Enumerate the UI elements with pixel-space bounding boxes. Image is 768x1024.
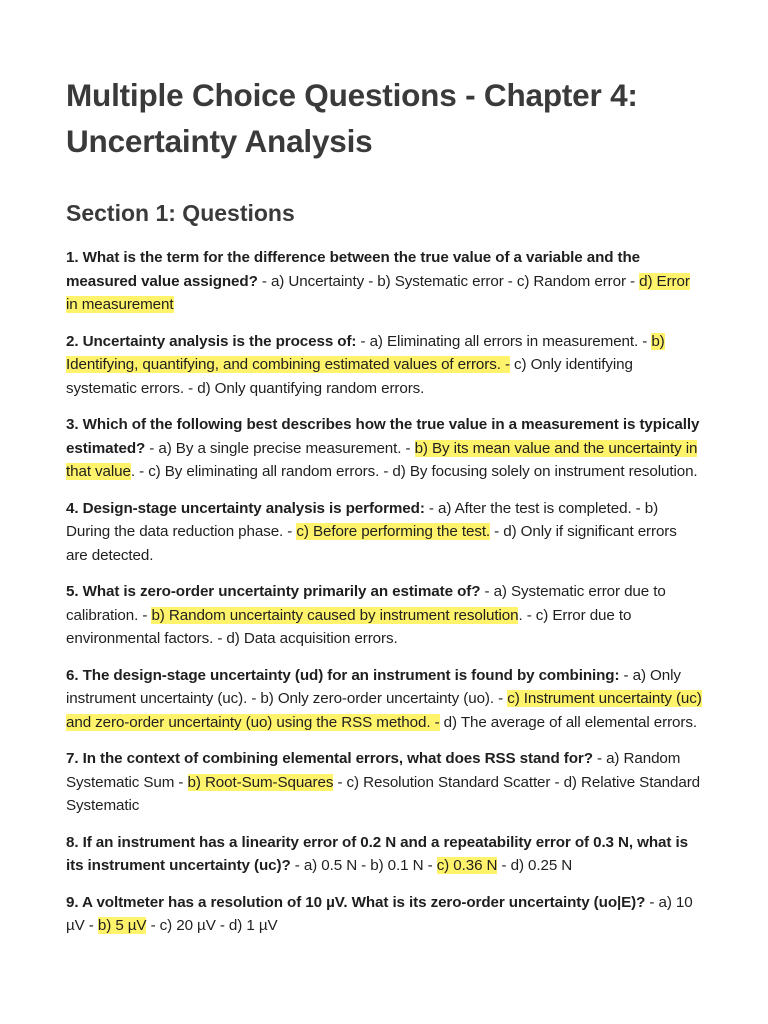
highlighted-answer: b) Identifying, quantifying, and combining estimated values of errors. - — [66, 332, 665, 373]
question-9 — [66, 891, 702, 938]
question-3 — [66, 413, 702, 484]
question-options-rest: c) Only identifying systematic errors. - d) Only quantifying random errors. — [66, 356, 633, 397]
question-6 — [66, 664, 702, 735]
question-options-rest: - d) 0.25 N — [497, 857, 573, 874]
question-stem: 9. A voltmeter has a resolution of 10 µV. What is its zero-order uncertainty (uo|E)? — [66, 893, 646, 911]
highlighted-answer: c) Instrument uncertainty (uc) and zero-order uncertainty (uo) using the RSS method. - — [66, 690, 702, 731]
question-stem: 6. The design-stage uncertainty (ud) for an instrument is found by combining: — [66, 666, 620, 684]
highlighted-answer: b) 5 µV — [97, 917, 147, 934]
question-stem: 1. What is the term for the difference between the true value of a variable and the measured value assigned? — [66, 249, 641, 290]
highlighted-answer: d) Error in measurement — [66, 272, 690, 313]
question-options-rest: . - c) Error due to environmental factors. - d) Data acquisition errors. — [66, 606, 632, 647]
question-options-rest: d) The average of all elemental errors. — [439, 713, 697, 731]
question-7 — [66, 747, 702, 818]
question-options: - a) Eliminating all errors in measurement. - — [356, 332, 652, 350]
question-options: - a) Uncertainty - b) Systematic error - c) Random error - — [257, 272, 640, 290]
highlighted-answer: c) 0.36 N — [436, 857, 498, 874]
question-stem: 4. Design-stage uncertainty analysis is performed: — [66, 499, 425, 517]
question-options: - a) Systematic error due to calibration. - — [66, 583, 666, 624]
question-8 — [66, 831, 702, 878]
question-options-rest: - c) 20 µV - d) 1 µV — [146, 917, 278, 934]
highlighted-answer: b) Root-Sum-Squares — [187, 773, 334, 791]
question-list — [66, 246, 702, 938]
section-heading: Section 1: Questions — [66, 200, 295, 226]
question-options: - a) Random Systematic Sum - — [66, 750, 681, 791]
question-stem: 2. Uncertainty analysis is the process of: — [66, 332, 357, 350]
question-options: - a) 0.5 N - b) 0.1 N - — [290, 857, 437, 874]
question-options-rest: . - c) By eliminating all random errors. - d) By focusing solely on instrument resolution. — [130, 463, 698, 480]
page-title: Multiple Choice Questions - Chapter 4: Uncertainty Analysis — [66, 77, 638, 159]
question-5 — [66, 580, 702, 651]
question-stem: 5. What is zero-order uncertainty primarily an estimate of? — [66, 583, 481, 600]
question-options: - a) 10 µV - — [66, 893, 693, 934]
question-options-rest: - c) Resolution Standard Scatter - d) Relative Standard Systematic — [66, 773, 701, 814]
question-options: - a) Only instrument uncertainty (uc). - b) Only zero-order uncertainty (uo). - — [66, 666, 681, 707]
question-stem: 7. In the context of combining elemental errors, what does RSS stand for? — [66, 750, 593, 767]
question-stem: 3. Which of the following best describes how the true value in a measurement is typically estimated? — [66, 416, 700, 457]
question-options-rest: - d) Only if significant errors are detected. — [66, 523, 677, 564]
question-options: - a) By a single precise measurement. - — [145, 439, 415, 457]
question-options: - a) After the test is completed. - b) During the data reduction phase. - — [66, 499, 659, 540]
question-4 — [66, 497, 702, 568]
highlighted-answer: c) Before performing the test. — [296, 523, 491, 540]
question-stem: 8. If an instrument has a linearity error of 0.2 N and a repeatability error of 0.3 N, what is its instrument uncertainty (uc)? — [66, 833, 688, 874]
highlighted-answer: b) Random uncertainty caused by instrument resolution — [151, 606, 519, 624]
question-2 — [66, 330, 702, 401]
highlighted-answer: b) By its mean value and the uncertainty in that value — [66, 439, 698, 480]
question-1 — [66, 246, 702, 317]
